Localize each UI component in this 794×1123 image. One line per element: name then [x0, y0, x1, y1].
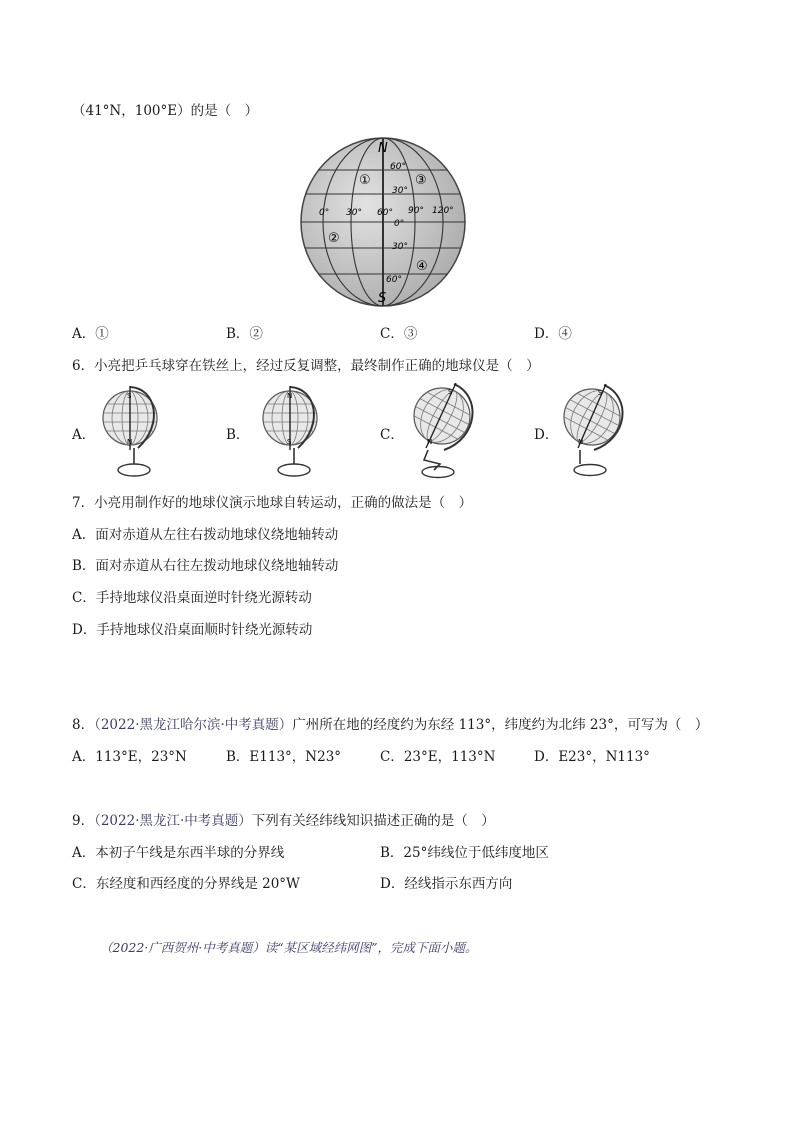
q6-globe-d[interactable]	[556, 382, 634, 480]
q5-option-c[interactable]: C．③	[380, 326, 418, 342]
q9-stem: 下列有关经纬线知识描述正确的是（ ）	[251, 813, 495, 829]
globe-lat-60s: 60°	[386, 275, 402, 285]
group-intro	[100, 938, 478, 958]
q6-globe-a[interactable]	[98, 384, 170, 480]
globe-c-bottom-label: N	[427, 438, 433, 446]
q9-stem-line	[72, 811, 495, 831]
q9-source: （2022·黑龙江·中考真题）	[94, 813, 252, 829]
group-stem: 读“某区域经纬网图”，完成下面小题。	[264, 940, 478, 955]
q9-option-b[interactable]: B．25°纬线位于低纬度地区	[380, 845, 549, 861]
q6-option-d[interactable]: D．	[534, 427, 559, 443]
globe-equator-label: 0°	[394, 219, 405, 229]
globe-mark-4: ④	[416, 259, 428, 274]
q6-option-b[interactable]: B．	[226, 427, 250, 443]
q8-option-c[interactable]: C．23°E，113°N	[380, 749, 496, 765]
q7-stem: 7．小亮用制作好的地球仪演示地球自转运动，正确的做法是（ ）	[72, 495, 473, 511]
group-source: （2022·广西贺州·中考真题）	[100, 940, 265, 955]
q9-number: 9．	[72, 813, 95, 829]
globe-mark-3: ③	[415, 173, 427, 188]
q5-globe-figure	[298, 136, 468, 308]
q5-option-d[interactable]: D．④	[534, 326, 572, 342]
q8-stem-line	[72, 715, 708, 735]
q8-number: 8．	[72, 717, 95, 733]
globe-a-top-label: S	[127, 392, 132, 400]
globe-d-top-label: S	[598, 389, 603, 397]
globe-a-bottom-label: N	[127, 438, 133, 446]
q5-option-a[interactable]: A．①	[72, 326, 109, 342]
q7-option-b[interactable]: B．面对赤道从右往左拨动地球仪绕地轴转动	[72, 558, 339, 574]
globe-b-bottom-label: S	[287, 438, 292, 446]
globe-south-label: S	[378, 291, 387, 306]
q6-globe-b[interactable]	[258, 384, 330, 480]
q6-option-c[interactable]: C．	[380, 427, 404, 443]
globe-lon-120: 120°	[432, 206, 454, 216]
q7-option-a[interactable]: A．面对赤道从左往右拨动地球仪绕地轴转动	[72, 527, 339, 543]
q9-option-c[interactable]: C．东经度和西经度的分界线是 20°W	[72, 876, 300, 892]
globe-c-top-label: S	[448, 388, 453, 396]
q8-option-a[interactable]: A．113°E，23°N	[72, 749, 187, 765]
q5-stem: （41°N，100°E）的是（ ）	[72, 103, 259, 119]
q8-option-b[interactable]: B．E113°，N23°	[226, 749, 342, 765]
globe-lat-30n: 30°	[392, 186, 408, 196]
globe-lon-0: 0°	[319, 208, 330, 218]
q6-option-a[interactable]: A．	[72, 427, 96, 443]
globe-north-label: N	[378, 141, 388, 156]
q9-option-d[interactable]: D．经线指示东西方向	[380, 876, 513, 892]
q6-stem: 6．小亮把乒乓球穿在铁丝上，经过反复调整，最终制作正确的地球仪是（ ）	[72, 358, 540, 374]
q8-source: （2022·黑龙江哈尔滨·中考真题）	[94, 717, 293, 733]
globe-lon-30: 30°	[346, 208, 362, 218]
globe-mark-1: ①	[359, 173, 371, 188]
q9-option-a[interactable]: A．本初子午线是东西半球的分界线	[72, 845, 285, 861]
q7-option-c[interactable]: C．手持地球仪沿桌面逆时针绕光源转动	[72, 590, 312, 606]
globe-d-bottom-label: N	[578, 438, 584, 446]
q8-option-d[interactable]: D．E23°，N113°	[534, 749, 650, 765]
globe-lat-30s: 30°	[392, 242, 408, 252]
q7-option-d[interactable]: D．手持地球仪沿桌面顺时针绕光源转动	[72, 622, 313, 638]
q6-globe-c[interactable]	[404, 380, 484, 480]
globe-lat-60n: 60°	[390, 162, 406, 172]
q5-option-b[interactable]: B．②	[226, 326, 263, 342]
globe-lon-60: 60°	[377, 208, 393, 218]
globe-b-top-label: N	[287, 392, 293, 400]
globe-mark-2: ②	[328, 231, 340, 246]
q8-stem: 广州所在地的经度约为东经 113°，纬度约为北纬 23°，可写为（ ）	[292, 717, 709, 733]
globe-lon-90: 90°	[408, 206, 424, 216]
